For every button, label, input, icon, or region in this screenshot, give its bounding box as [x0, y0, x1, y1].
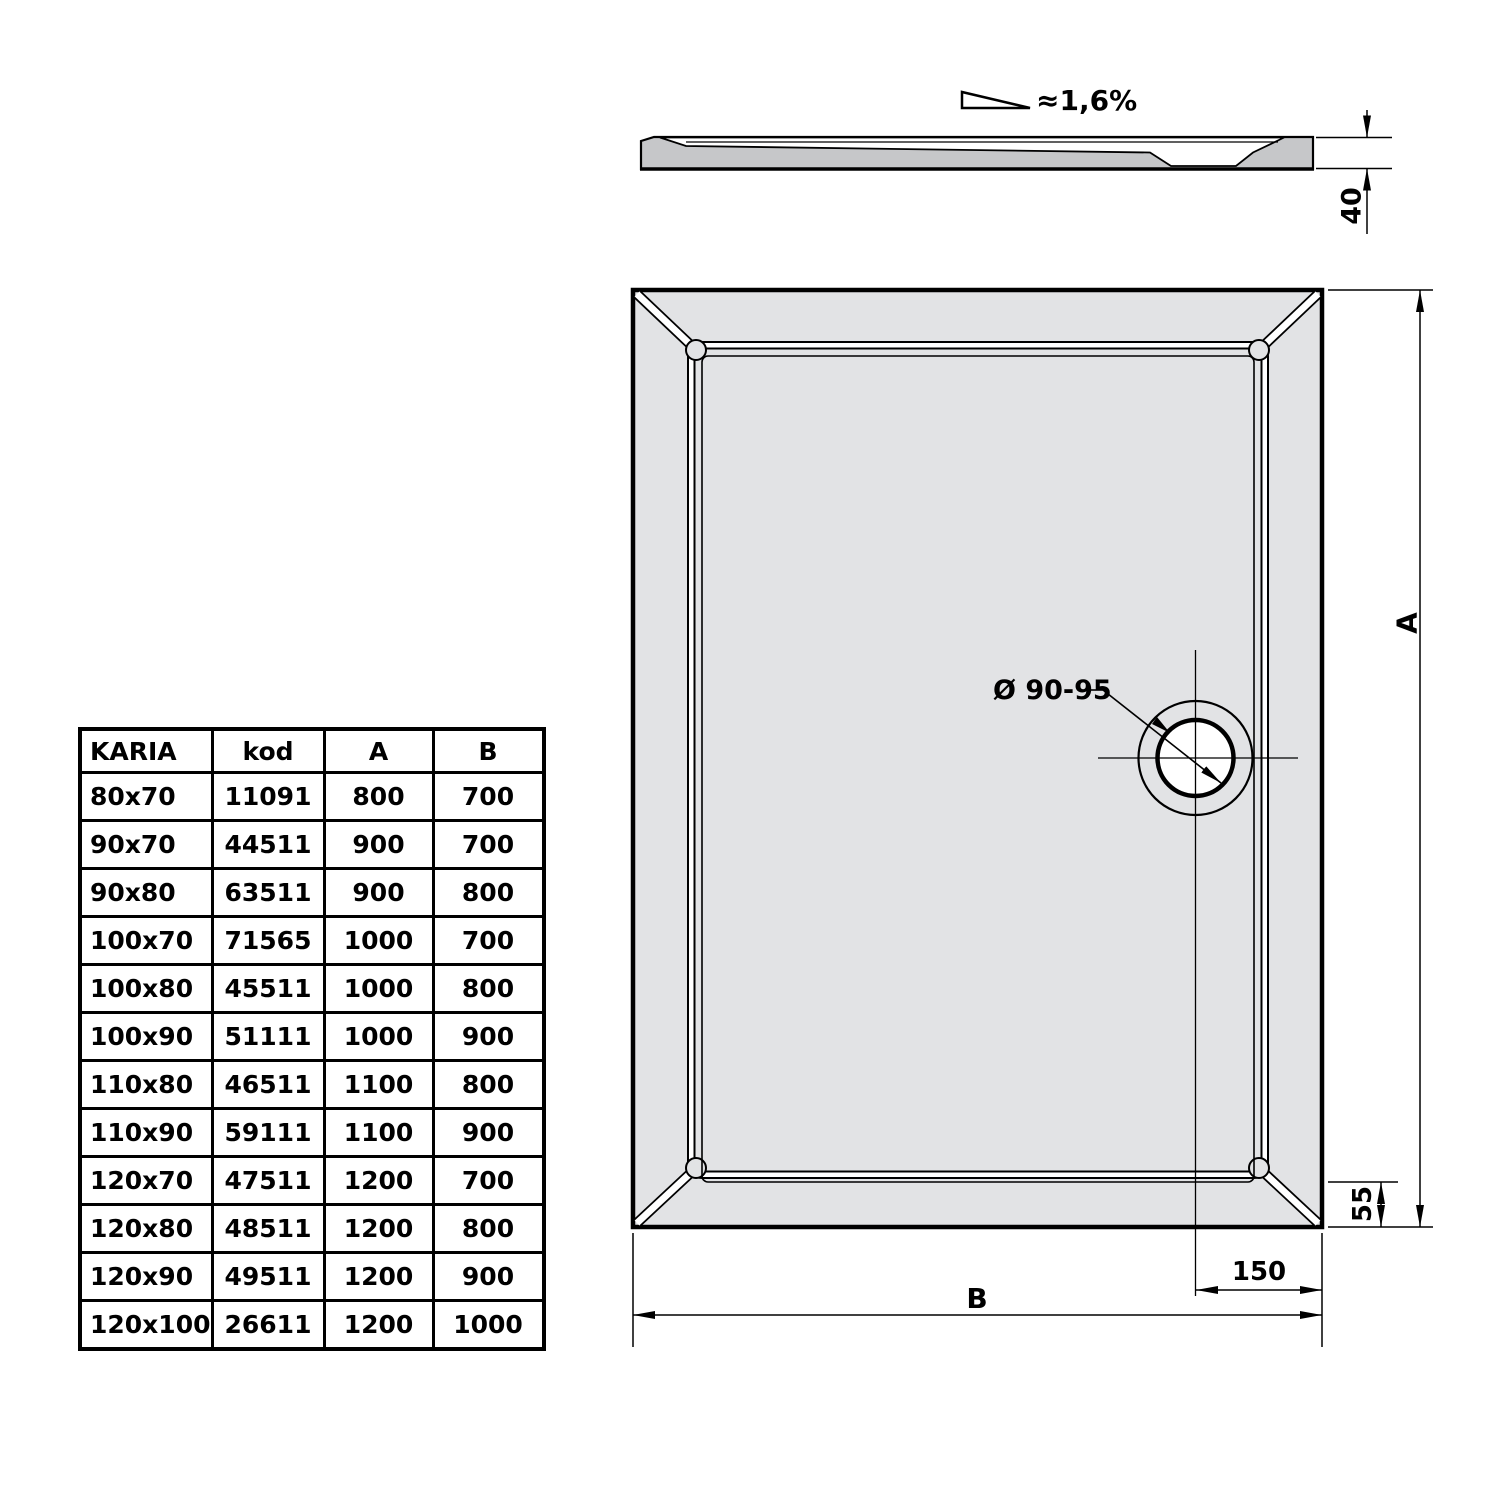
col-header-model: KARIA: [80, 729, 212, 773]
cell-a: 800: [324, 773, 433, 821]
cell-kod: 63511: [212, 869, 324, 917]
cell-b: 800: [433, 1205, 544, 1253]
dim-a-label: A: [1390, 612, 1424, 634]
table-header-row: [80, 729, 544, 773]
cell-size: 90x70: [80, 821, 212, 869]
cell-b: 700: [433, 773, 544, 821]
side-view: [640, 84, 1392, 234]
cell-b: 900: [433, 1109, 544, 1157]
col-header-a: A: [324, 729, 433, 773]
top-view: [633, 290, 1433, 1347]
cell-kod: 47511: [212, 1157, 324, 1205]
cell-a: 1000: [324, 1013, 433, 1061]
table-row: [80, 869, 544, 917]
cell-kod: 45511: [212, 965, 324, 1013]
cell-kod: 11091: [212, 773, 324, 821]
table-row: [80, 1157, 544, 1205]
cell-b: 1000: [433, 1301, 544, 1350]
cell-size: 100x90: [80, 1013, 212, 1061]
cell-kod: 26611: [212, 1301, 324, 1350]
cell-a: 1000: [324, 917, 433, 965]
cell-kod: 48511: [212, 1205, 324, 1253]
cell-a: 1100: [324, 1061, 433, 1109]
cell-b: 800: [433, 965, 544, 1013]
slope-label: ≈1,6%: [1036, 84, 1138, 117]
cell-a: 900: [324, 869, 433, 917]
cell-size: 120x70: [80, 1157, 212, 1205]
cell-a: 1000: [324, 965, 433, 1013]
cell-size: 120x100: [80, 1301, 212, 1350]
col-header-b: B: [433, 729, 544, 773]
table-row: [80, 1301, 544, 1350]
cell-a: 900: [324, 821, 433, 869]
cell-kod: 51111: [212, 1013, 324, 1061]
dim-150-label: 150: [1231, 1257, 1287, 1287]
cell-kod: 46511: [212, 1061, 324, 1109]
table-row: [80, 965, 544, 1013]
table-row: [80, 1253, 544, 1301]
cell-a: 1100: [324, 1109, 433, 1157]
cell-b: 900: [433, 1013, 544, 1061]
col-header-code: kod: [212, 729, 324, 773]
table-row: [80, 1205, 544, 1253]
cell-b: 700: [433, 917, 544, 965]
thickness-label: 40: [1336, 187, 1368, 225]
cell-b: 800: [433, 1061, 544, 1109]
table-row: [80, 917, 544, 965]
cell-a: 1200: [324, 1157, 433, 1205]
cell-size: 100x70: [80, 917, 212, 965]
size-table: [78, 727, 546, 1351]
cell-a: 1200: [324, 1205, 433, 1253]
cell-size: 120x90: [80, 1253, 212, 1301]
cell-size: 100x80: [80, 965, 212, 1013]
cell-b: 800: [433, 869, 544, 917]
table-row: [80, 1109, 544, 1157]
cell-kod: 59111: [212, 1109, 324, 1157]
cell-b: 700: [433, 821, 544, 869]
cell-kod: 44511: [212, 821, 324, 869]
table-row: [80, 821, 544, 869]
cell-kod: 49511: [212, 1253, 324, 1301]
cell-b: 900: [433, 1253, 544, 1301]
cell-a: 1200: [324, 1301, 433, 1350]
table-row: [80, 773, 544, 821]
cell-size: 120x80: [80, 1205, 212, 1253]
table-row: [80, 1061, 544, 1109]
cell-a: 1200: [324, 1253, 433, 1301]
dim-b-label: B: [966, 1282, 988, 1315]
cell-kod: 71565: [212, 917, 324, 965]
cell-size: 90x80: [80, 869, 212, 917]
drain-label: Ø 90-95: [993, 675, 1112, 706]
cell-size: 110x80: [80, 1061, 212, 1109]
table-row: [80, 1013, 544, 1061]
dim-55-label: 55: [1348, 1185, 1378, 1223]
cell-b: 700: [433, 1157, 544, 1205]
cell-size: 80x70: [80, 773, 212, 821]
cell-size: 110x90: [80, 1109, 212, 1157]
slope-icon: [962, 92, 1030, 108]
